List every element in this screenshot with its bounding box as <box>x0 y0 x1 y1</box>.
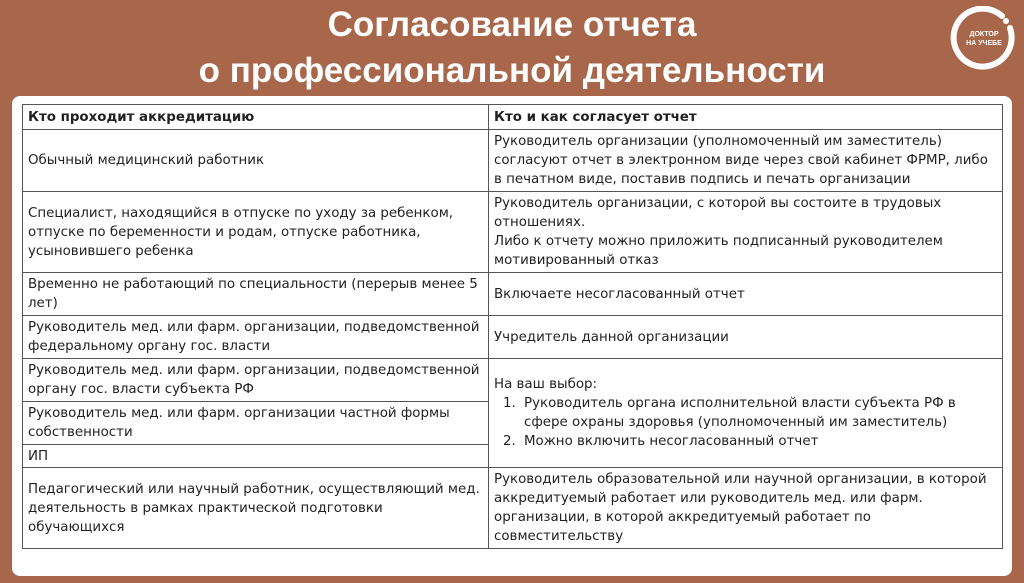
cell-how-line: Руководитель организации, с которой вы состоите в трудовых отношениях. <box>494 196 942 230</box>
title-line-1: Согласование отчета <box>327 5 697 44</box>
cell-who: Временно не работающий по специальности (перерыв менее 5 лет) <box>23 273 489 316</box>
header-how: Кто и как согласует отчет <box>489 105 1003 130</box>
cell-who: Руководитель мед. или фарм. организации, подведомственной федеральному органу гос. власти <box>23 316 489 359</box>
choice-list <box>494 394 997 451</box>
logo-text: ДОКТОР НА УЧЕБЕ <box>966 31 1002 47</box>
cell-how: Руководитель образовательной или научной организации, в которой аккредитуемый работает или руководитель мед. или фарм. организации, в которой аккредитуемый работает по совместительству <box>489 468 1003 549</box>
title-line-2: о профессиональной деятельности <box>198 51 826 90</box>
page-title <box>0 2 1024 94</box>
table-row <box>23 273 1003 316</box>
table-row <box>23 130 1003 192</box>
choice-intro: На ваш выбор: <box>494 377 598 392</box>
content-panel <box>12 96 1012 576</box>
list-item: 1. Руководитель органа исполнительной власти субъекта РФ в сфере охраны здоровья (уполномоченный им заместитель) <box>520 394 997 432</box>
list-item: 2. Можно включить несогласованный отчет <box>520 432 997 451</box>
table-header-row <box>23 105 1003 130</box>
cell-how-choice <box>489 359 1003 468</box>
cell-how-line: Либо к отчету можно приложить подписанный руководителем мотивированный отказ <box>494 234 943 268</box>
cell-how: Руководитель организации (уполномоченный им заместитель) согласуют отчет в электронном виде через свой кабинет ФРМР, либо в печатном виде, поставив подпись и печать организации <box>489 130 1003 192</box>
header-who: Кто проходит аккредитацию <box>23 105 489 130</box>
table-row <box>23 468 1003 549</box>
accreditation-table <box>22 104 1003 549</box>
cell-who: Руководитель мед. или фарм. организации частной формы собственности <box>23 402 489 445</box>
cell-who: Специалист, находящийся в отпуске по уходу за ребенком, отпуске по беременности и родам, отпуске работника, усыновившего ребенка <box>23 192 489 273</box>
doctor-logo <box>950 6 1018 74</box>
table-row <box>23 316 1003 359</box>
cell-how: Включаете несогласованный отчет <box>489 273 1003 316</box>
cell-who: Руководитель мед. или фарм. организации, подведомственной органу гос. власти субъекта РФ <box>23 359 489 402</box>
cell-who: Обычный медицинский работник <box>23 130 489 192</box>
cell-how: Учредитель данной организации <box>489 316 1003 359</box>
table-row <box>23 192 1003 273</box>
table-row <box>23 359 1003 402</box>
cell-who: ИП <box>23 445 489 468</box>
cell-who: Педагогический или научный работник, осуществляющий мед. деятельность в рамках практической подготовки обучающихся <box>23 468 489 549</box>
cell-how <box>489 192 1003 273</box>
